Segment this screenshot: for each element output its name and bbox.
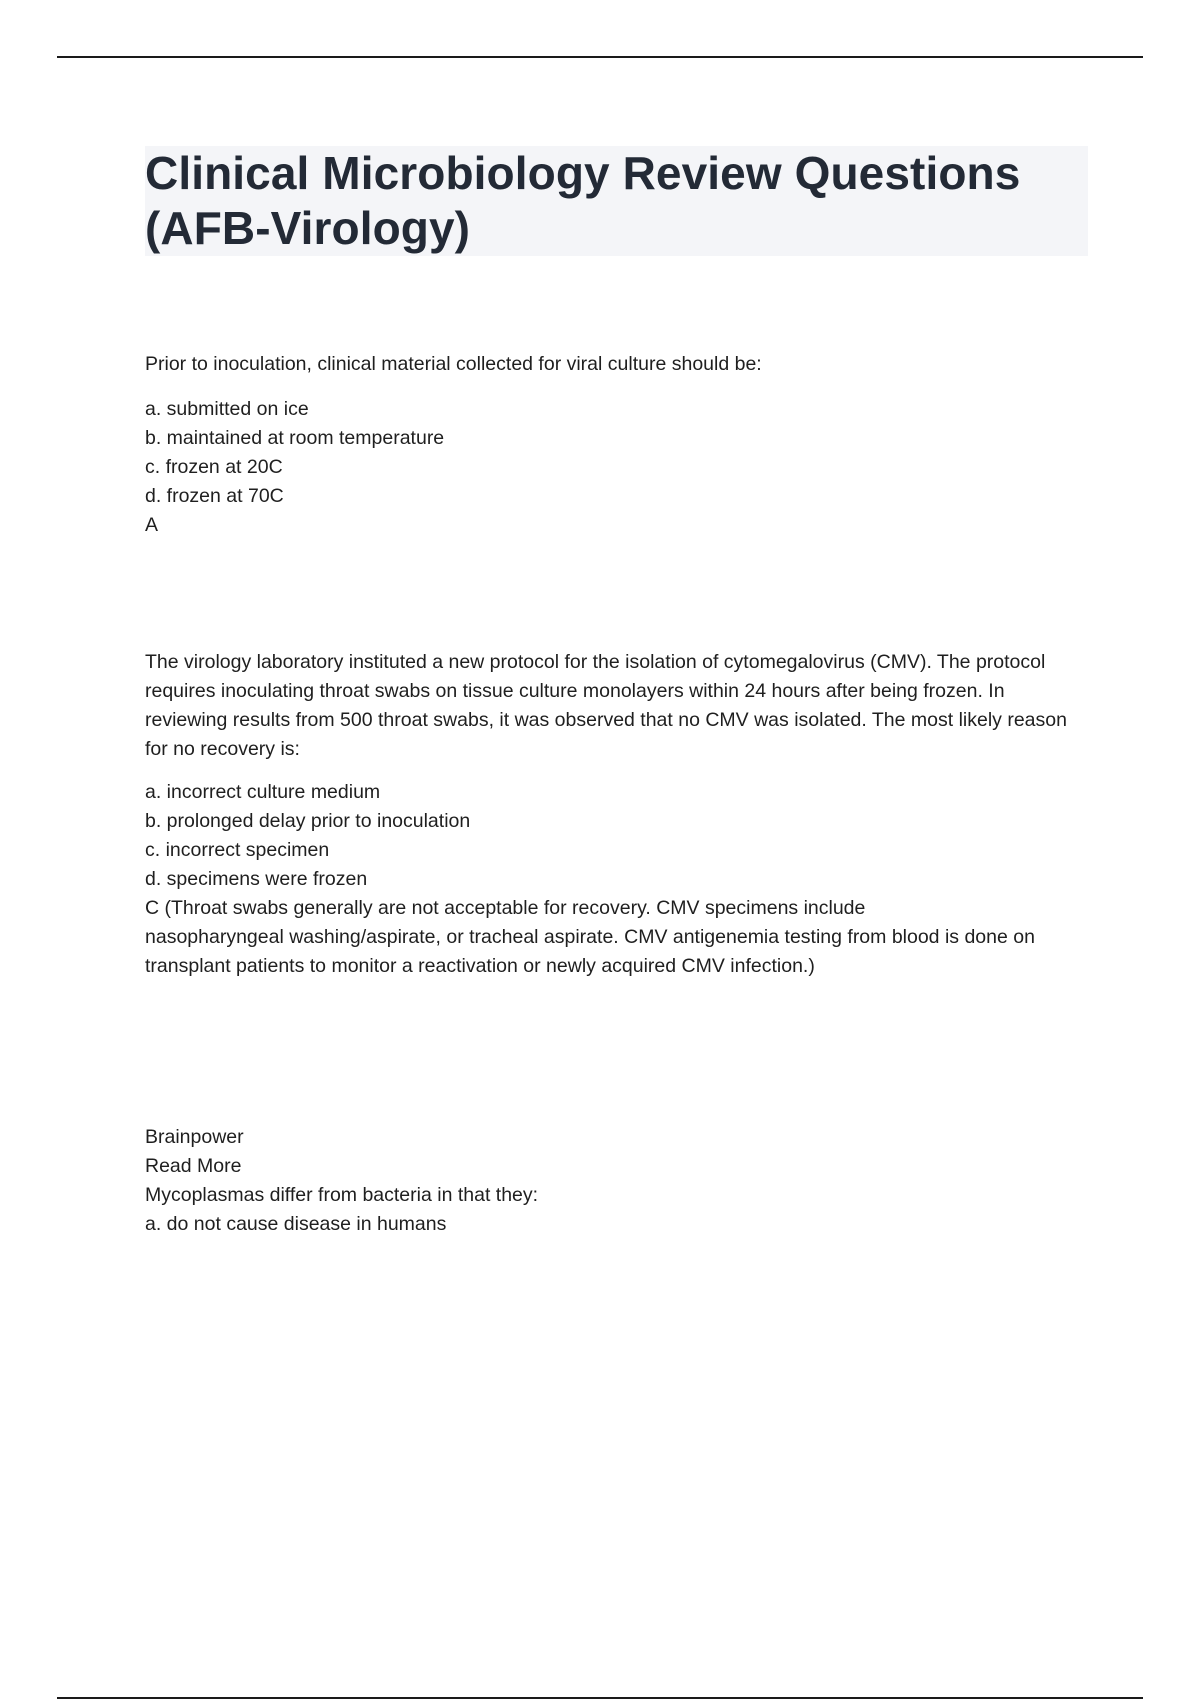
footer-rule xyxy=(57,1697,1143,1699)
document-body xyxy=(145,146,1090,1239)
document-title: Clinical Microbiology Review Questions (AFB-Virology) xyxy=(145,147,1021,254)
promo-brand: Brainpower xyxy=(145,1126,244,1148)
question-1-option-d: d. frozen at 70C xyxy=(145,485,284,507)
question-1-option-c: c. frozen at 20C xyxy=(145,456,283,478)
question-2-answer-explanation: nasopharyngeal washing/aspirate, or tracheal aspirate. CMV antigenemia testing from blood is done on transplant patients to monitor a reactivation or newly acquired CMV infection.) xyxy=(145,926,1035,977)
question-2 xyxy=(145,648,1090,981)
question-3-option-a: a. do not cause disease in humans xyxy=(145,1213,447,1235)
question-1-option-b: b. maintained at room temperature xyxy=(145,427,445,449)
question-2-option-c: c. incorrect specimen xyxy=(145,839,330,861)
question-2-stem: The virology laboratory instituted a new protocol for the isolation of cytomegalovirus (CMV). The protocol requires inoculating throat swabs on tissue culture monolayers within 24 hours after being frozen. In reviewing results from 500 throat swabs, it was observed that no CMV was isolated. The most likely reason for no recovery is: xyxy=(145,651,1067,760)
question-2-option-b: b. prolonged delay prior to inoculation xyxy=(145,810,471,832)
question-1-stem: Prior to inoculation, clinical material collected for viral culture should be: xyxy=(145,353,762,375)
promo-and-question-3 xyxy=(145,1123,1090,1239)
question-1-answer: A xyxy=(145,514,159,536)
question-1-option-a: a. submitted on ice xyxy=(145,398,309,420)
header-rule xyxy=(57,56,1143,58)
title-banner xyxy=(145,146,1088,256)
question-2-option-d: d. specimens were frozen xyxy=(145,868,368,890)
read-more-link[interactable]: Read More xyxy=(145,1155,242,1177)
question-2-option-a: a. incorrect culture medium xyxy=(145,781,381,803)
question-1 xyxy=(145,350,1090,540)
question-2-answer: C (Throat swabs generally are not acceptable for recovery. CMV specimens include xyxy=(145,897,866,919)
question-3-stem: Mycoplasmas differ from bacteria in that they: xyxy=(145,1184,539,1206)
